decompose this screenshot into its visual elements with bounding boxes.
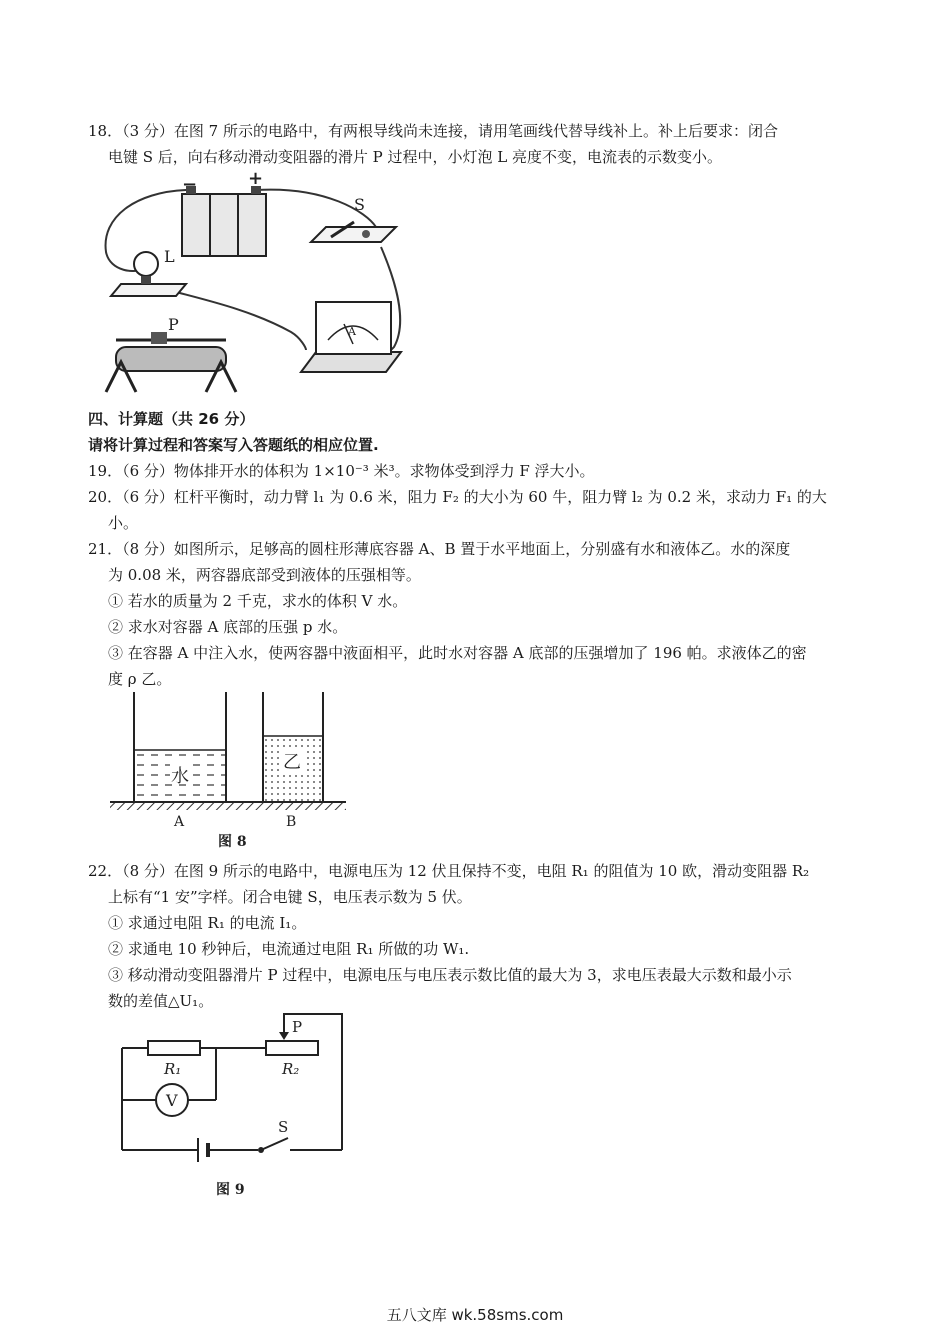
q21-line1: 21．（8 分）如图所示，足够高的圆柱形薄底容器 A、B 置于水平地面上，分别盛有水和液体乙。水的深度: [88, 540, 791, 558]
liquid-label: 乙: [283, 752, 301, 773]
figure-9-caption: 图 9: [216, 1182, 245, 1198]
q22-sub2: ② 求通电 10 秒钟后，电流通过电阻 R₁ 所做的功 W₁.: [108, 940, 470, 958]
q21-sub3a: ③ 在容器 A 中注入水，使两容器中液面相平，此时水对容器 A 底部的压强增加了 196 帕。求液体乙的密: [108, 644, 807, 662]
slider-p-label: P: [292, 1018, 303, 1036]
q20-line1: 20．（6 分）杠杆平衡时，动力臂 l₁ 为 0.6 米，阻力 F₂ 的大小为 60 牛，阻力臂 l₂ 为 0.2 米，求动力 F₁ 的大: [88, 488, 827, 506]
q22-sub3a: ③ 移动滑动变阻器滑片 P 过程中，电源电压与电压表示数比值的最大为 3，求电压表最大示数和最小示: [108, 966, 792, 984]
battery-minus-label: −: [182, 174, 198, 195]
container-b-label: B: [286, 814, 297, 830]
q18-line2: 电键 S 后，向右移动滑动变阻器的滑片 P 过程中，小灯泡 L 亮度不变，电流表的示数变小。: [108, 148, 722, 166]
rheostat-icon: [106, 332, 236, 392]
q21-sub3b: 度 ρ 乙。: [108, 670, 172, 688]
section-instruction: 请将计算过程和答案写入答题纸的相应位置.: [88, 436, 379, 454]
switch-label: S: [354, 195, 365, 214]
water-label: 水: [171, 766, 189, 787]
voltmeter-label: V: [166, 1091, 178, 1110]
container-a-label: A: [174, 814, 185, 830]
q22-line1: 22．（8 分）在图 9 所示的电路中，电源电压为 12 伏且保持不变，电阻 R₁ 的阻值为 10 欧，滑动变阻器 R₂: [88, 862, 810, 880]
q22-sub1: ① 求通过电阻 R₁ 的电流 I₁。: [108, 914, 307, 932]
switch-icon: [261, 1138, 288, 1150]
r2-label: R₂: [282, 1060, 300, 1078]
q19-text: 19．（6 分）物体排开水的体积为 1×10⁻³ 米³。求物体受到浮力 F 浮大小。: [88, 462, 595, 480]
lamp-label: L: [164, 247, 175, 266]
q21-sub1: ① 若水的质量为 2 千克，求水的体积 V 水。: [108, 592, 408, 610]
footer-source: 五八文库 wk.58sms.com: [386, 1306, 564, 1324]
figure-9-circuit: [108, 1010, 358, 1204]
figure-8-caption: 图 8: [218, 834, 247, 850]
q20-line2: 小。: [108, 514, 139, 532]
slider-arrow-icon: [279, 1032, 289, 1040]
resistor-r1-icon: [148, 1041, 200, 1055]
figure-8-containers: [108, 690, 348, 852]
q22-sub3b: 数的差值△U₁。: [108, 992, 214, 1010]
switch-s-label: S: [278, 1118, 289, 1136]
battery-plus-label: +: [248, 172, 264, 189]
q21-sub2: ② 求水对容器 A 底部的压强 p 水。: [108, 618, 348, 636]
resistor-r2-icon: [266, 1041, 318, 1055]
battery-icon: [182, 186, 266, 256]
q22-line2: 上标有“1 安”字样。闭合电键 S，电压表示数为 5 伏。: [108, 888, 472, 906]
lamp-icon: [111, 252, 186, 296]
figure-7-circuit: [96, 172, 412, 400]
q18-line1: 18．（3 分）在图 7 所示的电路中，有两根导线尚未连接，请用笔画线代替导线补上。补上后要求：闭合: [88, 122, 778, 140]
r1-label: R₁: [164, 1060, 182, 1078]
q21-line2: 为 0.08 米，两容器底部受到液体的压强相等。: [108, 566, 421, 584]
ammeter-label: A: [348, 325, 356, 338]
section-title: 四、计算题（共 26 分）: [88, 410, 255, 428]
slider-label: P: [168, 315, 179, 334]
switch-icon: [311, 222, 396, 242]
